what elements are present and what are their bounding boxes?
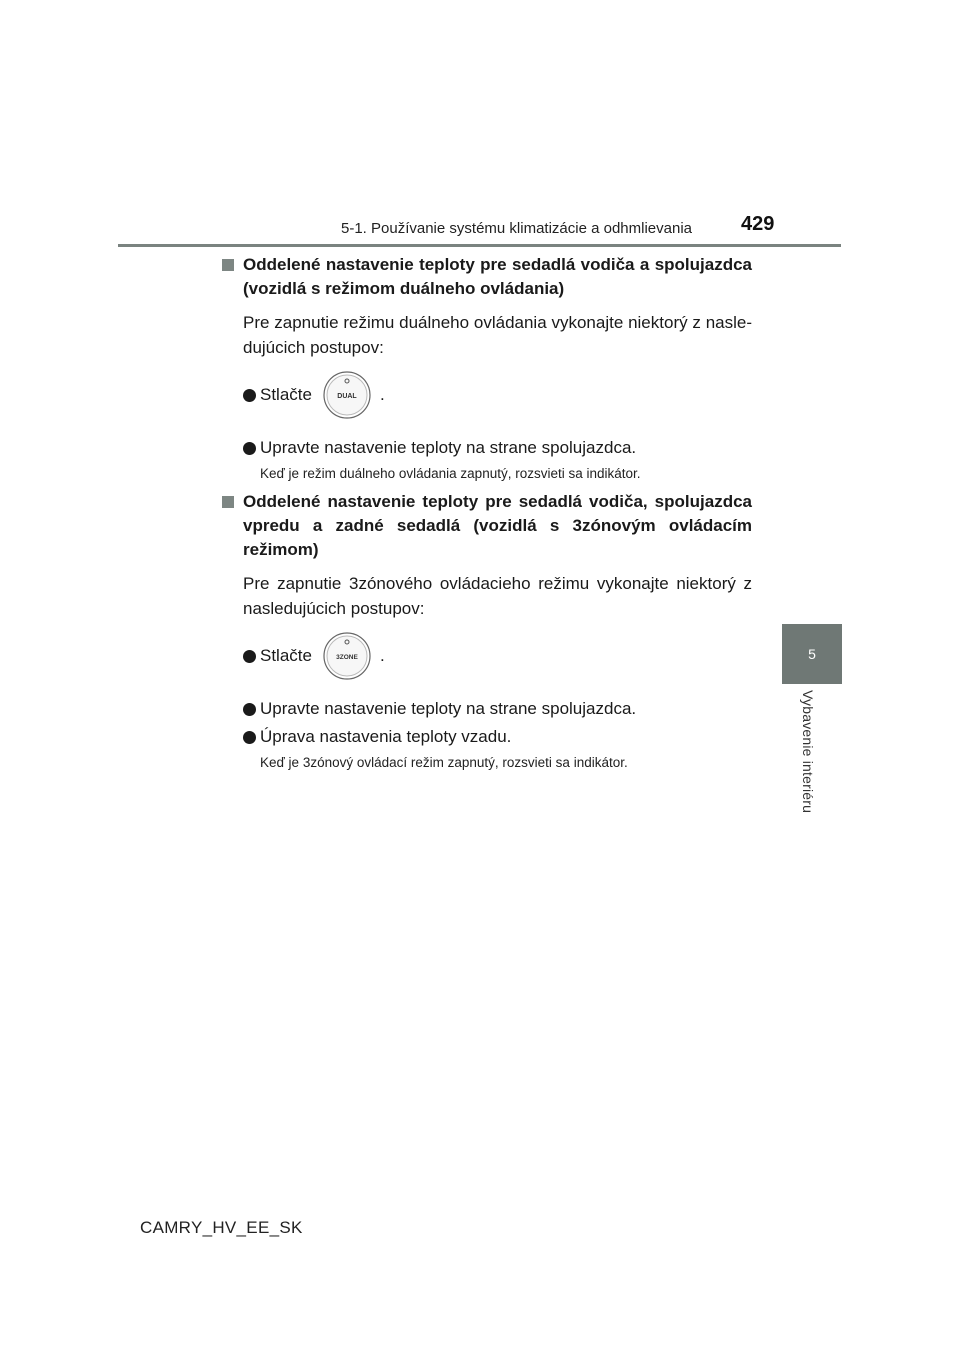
list-item [222,631,752,681]
header-section-title: 5-1. Používanie systému klimatizácie a odhmlievania [341,220,692,237]
bullet-dot-icon [243,731,256,744]
section-intro: Pre zapnutie 3zónového ovládacieho režimu vykonajte niektorý z nasledujúcich postupov: [243,574,752,618]
bullet-dot-icon [243,442,256,455]
list-item [222,370,752,420]
section-intro: Pre zapnutie režimu duálneho ovládania vykonajte niektorý z nasle-dujúcich postupov: [243,313,752,357]
bullet-text: Upravte nastavenie teploty na strane spolujazdca. [260,438,637,457]
section-dual [222,253,752,484]
bullet-text: Úprava nastavenia teploty vzadu. [260,727,512,746]
square-bullet-icon [222,259,234,271]
press-suffix: . [379,646,385,665]
list-item [222,436,752,460]
dual-button-icon [322,370,372,420]
chapter-title: Vybavenie interiéru [800,690,816,814]
list-item [222,725,752,749]
section-note: Keď je režim duálneho ovládania zapnutý, rozsvieti sa indikátor. [260,466,641,481]
chapter-number: 5 [808,646,816,662]
square-bullet-icon [222,496,234,508]
section-heading [222,490,752,562]
bullet-text: Upravte nastavenie teploty na strane spolujazdca. [260,699,637,718]
svg-text:3ZONE: 3ZONE [336,654,358,661]
page-content [222,253,752,773]
document-code: CAMRY_HV_EE_SK [140,1218,303,1237]
section-note: Keď je 3zónový ovládací režim zapnutý, rozsvieti sa indikátor. [260,755,628,770]
section-3zone [222,490,752,773]
header-rule [118,244,841,247]
press-text: Stlačte [260,385,312,404]
list-item [222,697,752,721]
press-suffix: . [379,385,385,404]
section-heading [222,253,752,301]
bullet-dot-icon [243,650,256,663]
chapter-tab [782,624,842,684]
svg-text:DUAL: DUAL [337,393,357,400]
page-number: 429 [741,213,775,235]
bullet-dot-icon [243,389,256,402]
heading-text: Oddelené nastavenie teploty pre sedadlá vodiča a spolujazdca (vozidlá s režimom duálneho ovládania) [243,255,752,298]
3zone-button-icon [322,631,372,681]
bullet-dot-icon [243,703,256,716]
heading-text: Oddelené nastavenie teploty pre sedadlá vodiča, spolujazdca vpredu a zadné sedadlá (vozidlá s 3zónovým ovládacím režimom) [243,492,752,559]
press-text: Stlačte [260,646,312,665]
